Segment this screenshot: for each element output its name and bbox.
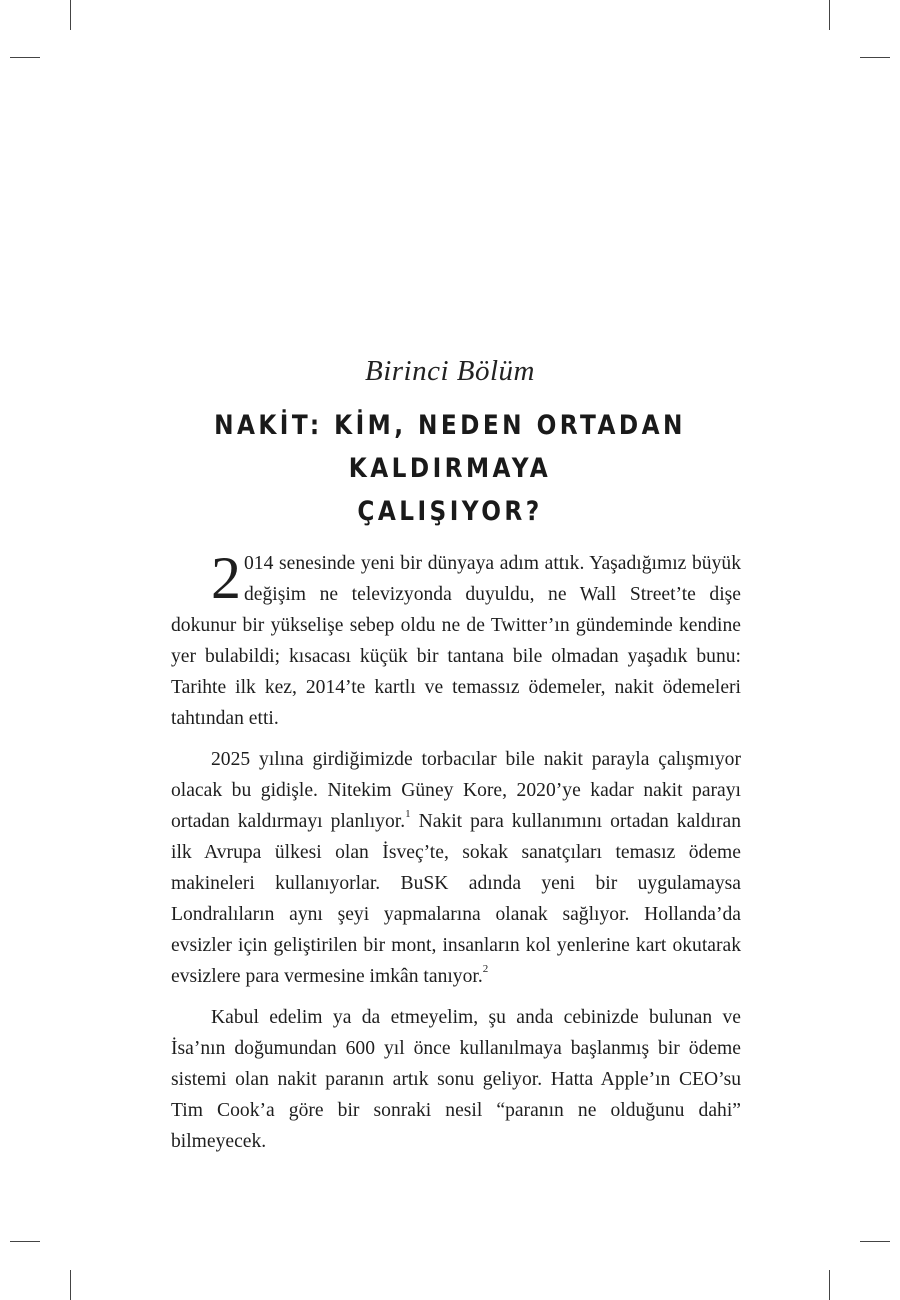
paragraph-1-text: 014 senesinde yeni bir dünyaya adım attık. Yaşadığımız büyük değişim ne televizyonda duyuldu, ne Wall Street’te dişe dokunur bir yükselişe sebep oldu ne de Twitter’ın gündeminde kendine yer bulabildi; kısacası küçük bir tantana bile olmadan yaşadık bunu: Tarihte ilk kez, 2014’te kartlı ve temassız ödemeler, nakit ödemeleri tahtından etti. <box>171 553 741 729</box>
crop-mark-left-top <box>10 57 40 58</box>
paragraph-3-text: Kabul edelim ya da etmeyelim, şu anda cebinizde bulunan ve İsa’nın doğumundan 600 yıl önce kullanılmaya başlanmış bir ödeme sistemi olan nakit paranın artık sonu geliyor. Hatta Apple’ın CEO’su Tim Cook’a göre bir sonraki nesil “paranın ne olduğunu dahi” bilmeyecek. <box>171 1007 741 1152</box>
crop-mark-top-left <box>70 0 71 30</box>
crop-mark-right-top <box>860 57 890 58</box>
chapter-label: Birinci Bölüm <box>364 355 535 387</box>
crop-mark-bottom-right <box>829 1270 830 1300</box>
paragraph-2 <box>171 744 741 992</box>
footnote-ref-1[interactable]: 1 <box>405 808 411 821</box>
body-text <box>171 545 741 1157</box>
crop-mark-bottom-left <box>70 1270 71 1300</box>
footnote-ref-2[interactable]: 2 <box>482 963 489 976</box>
crop-mark-top-right <box>829 0 830 30</box>
paragraph-2-text-a: 2025 yılına girdiğimizde torbacılar bile nakit parayla çalışmıyor olacak bu gidişle. Nitekim Güney Kore, 2020’ye kadar nakit parayı ortadan kaldırmayı planlıyor. <box>171 749 741 832</box>
paragraph-2-text-b: Nakit para kullanımını ortadan kaldıran ilk Avrupa ülkesi olan İsveç’te, sokak sanatçıları temasız ödeme makineleri kullanıyorlar. BuSK adında yeni bir uygulamaysa Londralıların aynı şeyi yapmalarına olanak sağlıyor. Hollanda’da evsizler için geliştirilen bir mont, insanların kol yenlerine kart okutarak evsizlere para vermesine imkân tanıyor. <box>171 811 741 987</box>
crop-mark-left-bottom <box>10 1241 40 1242</box>
drop-cap: 2 <box>211 545 241 611</box>
chapter-title <box>192 404 708 533</box>
chapter-title-line-2: ÇALIŞIYOR? <box>357 496 543 527</box>
crop-mark-right-bottom <box>860 1241 890 1242</box>
paragraph-3 <box>171 1002 741 1157</box>
chapter-title-line-1: NAKİT: KİM, NEDEN ORTADAN KALDIRMAYA <box>214 410 686 484</box>
paragraph-1 <box>171 545 741 734</box>
